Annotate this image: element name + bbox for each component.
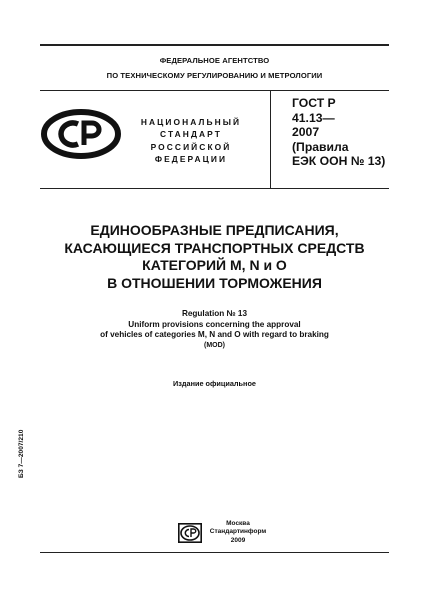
designation-line-5: ЕЭК ООН № 13) <box>292 154 386 169</box>
designation-line-4: (Правила <box>292 139 349 154</box>
publisher-city: Москва <box>226 520 250 527</box>
regulation-line-2: Uniform provisions concerning the approval <box>128 319 301 329</box>
publisher-block <box>208 520 268 545</box>
designation-line-3: 2007 <box>292 125 320 140</box>
top-rule <box>40 44 389 46</box>
title-line-1: ЕДИНООБРАЗНЫЕ ПРЕДПИСАНИЯ, <box>90 222 339 238</box>
document-title <box>40 222 389 292</box>
national-standard-line-4: ФЕДЕРАЦИИ <box>154 153 228 164</box>
publisher-year: 2009 <box>230 536 246 544</box>
gost-r-logo-icon <box>41 109 121 159</box>
bottom-rule <box>40 552 389 553</box>
regulation-line-4: (MOD) <box>204 342 225 350</box>
spine-code <box>18 429 26 486</box>
title-line-3: КАТЕГОРИЙ M, N и O <box>142 257 287 274</box>
regulation-block <box>40 309 389 352</box>
national-standard-line-2: СТАНДАРТ <box>160 129 222 140</box>
publisher-logo-icon <box>178 523 202 543</box>
title-line-2: КАСАЮЩИЕСЯ ТРАНСПОРТНЫХ СРЕДСТВ <box>64 239 365 256</box>
standard-designation <box>292 96 385 169</box>
vertical-divider <box>270 91 271 188</box>
spine-code-text: БЗ 7—2007/210 <box>18 429 25 478</box>
edition-note: Издание официальное <box>173 379 256 388</box>
section-rule <box>40 188 389 189</box>
title-line-4: В ОТНОШЕНИИ ТОРМОЖЕНИЯ <box>107 274 322 291</box>
designation-line-1: ГОСТ Р <box>292 96 336 110</box>
publisher-name: Стандартинформ <box>209 528 267 536</box>
agency-line-1: ФЕДЕРАЛЬНОЕ АГЕНТСТВО <box>159 56 270 65</box>
national-standard-line-1: НАЦИОНАЛЬНЫЙ <box>140 117 242 127</box>
national-standard-line-3: РОССИЙСКОЙ <box>150 141 232 152</box>
regulation-line-1: Regulation № 13 <box>181 309 248 318</box>
national-standard-label <box>128 116 254 165</box>
agency-line-2: ПО ТЕХНИЧЕСКОМУ РЕГУЛИРОВАНИЮ И МЕТРОЛОГИИ <box>106 71 323 80</box>
regulation-line-3: of vehicles of categories M, N and O with regard to braking <box>100 330 329 340</box>
header-rule <box>40 90 389 91</box>
designation-line-2: 41.13— <box>292 110 335 125</box>
